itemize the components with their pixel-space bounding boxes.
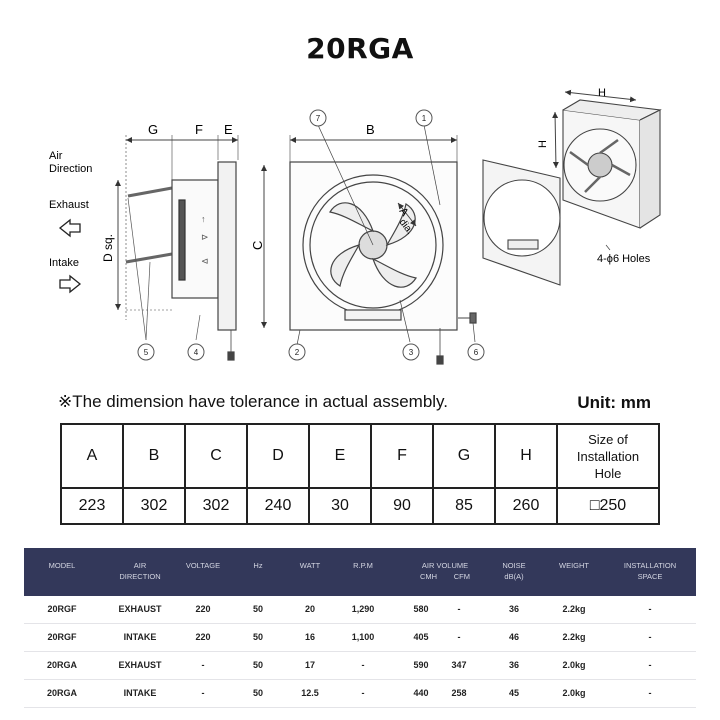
dim-value-g: 85 (433, 488, 495, 524)
page-title: 20RGA (306, 32, 414, 65)
holes-label: 4-ϕ6 Holes (597, 253, 651, 265)
dim-header-d: D (247, 424, 309, 488)
dim-header-b: B (123, 424, 185, 488)
dim-header-f: F (371, 424, 433, 488)
dim-header-a: A (61, 424, 123, 488)
header-hz: Hz (253, 561, 263, 570)
dim-header-size: Size of Installation Hole (557, 424, 659, 488)
header-installation-space: INSTALLATION SPACE (623, 561, 677, 581)
svg-text:↑: ↑ (201, 214, 206, 224)
fan-technical-drawing (0, 87, 720, 385)
dim-header-g: G (433, 424, 495, 488)
exhaust-label: Exhaust (49, 199, 89, 211)
dim-c-label: C (250, 240, 265, 250)
header-voltage: VOLTAGE (185, 561, 221, 570)
dim-value-f: 90 (371, 488, 433, 524)
header-model: MODEL (48, 561, 76, 570)
svg-text:2: 2 (294, 348, 300, 357)
intake-label: Intake (49, 257, 79, 269)
dimension-table (60, 423, 660, 525)
dim-a-label: A (396, 205, 411, 219)
svg-text:5: 5 (143, 348, 149, 357)
svg-text:7: 7 (315, 114, 321, 123)
tolerance-note: ※The dimension have tolerance in actual assembly. (58, 392, 449, 411)
dim-e-label: E (224, 122, 233, 137)
header-watt: WATT (299, 561, 321, 570)
side-view (118, 135, 238, 360)
dim-b-label: B (366, 122, 375, 137)
header-weight: WEIGHT (559, 561, 589, 570)
dim-value-size: □250 (557, 488, 659, 524)
dim-value-e: 30 (309, 488, 371, 524)
dim-value-c: 302 (185, 488, 247, 524)
header-rpm: R.P.M (353, 561, 373, 570)
dim-value-d: 240 (247, 488, 309, 524)
svg-text:4: 4 (193, 348, 199, 357)
spec-table-header (24, 548, 696, 596)
header-air-direction: AIR DIRECTION (119, 561, 161, 581)
exhaust-arrow-icon (60, 220, 80, 236)
dim-f-label: F (195, 122, 203, 137)
dim-dia-label: dia. (396, 217, 416, 237)
air-direction-line1: Air (49, 150, 63, 162)
dim-header-h: H (495, 424, 557, 488)
dim-value-a: 223 (61, 488, 123, 524)
dim-h-top-label: H (598, 87, 606, 99)
dim-h-side-label: H (537, 140, 549, 148)
svg-text:6: 6 (473, 348, 479, 357)
header-air-volume: AIR VOLUME CMH CFM (419, 561, 470, 581)
dim-d-label: D sq. (101, 233, 115, 262)
table-row: 20RGF EXHAUST 220 50 20 1,290 580 - 36 2.2kg - (24, 596, 696, 624)
table-row: 20RGF INTAKE 220 50 16 1,100 405 - 46 2.2kg - (24, 624, 696, 652)
intake-arrow-icon (60, 276, 80, 292)
dim-g-label: G (148, 122, 159, 137)
svg-text:1: 1 (421, 114, 427, 123)
dim-value-h: 260 (495, 488, 557, 524)
svg-text:⊳: ⊳ (201, 232, 209, 242)
dim-header-e: E (309, 424, 371, 488)
unit-label: Unit: mm (577, 393, 651, 412)
dim-value-b: 302 (123, 488, 185, 524)
table-row: 20RGA EXHAUST - 50 17 - 590 347 36 2.0kg - (24, 652, 696, 680)
svg-text:⊲: ⊲ (201, 256, 209, 266)
air-direction-line2: Direction (49, 163, 93, 175)
svg-text:3: 3 (408, 348, 414, 357)
header-noise: NOISE dB(A) (502, 561, 526, 581)
front-view (264, 125, 476, 364)
dim-header-c: C (185, 424, 247, 488)
table-row: 20RGA INTAKE - 50 12.5 - 440 258 45 2.0kg - (24, 680, 696, 708)
